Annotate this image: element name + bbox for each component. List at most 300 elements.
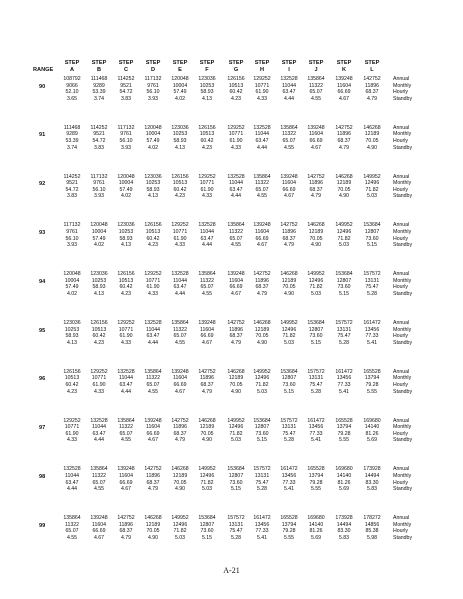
table-cell: 12807 xyxy=(364,229,380,235)
table-cell: 108792 xyxy=(63,76,81,82)
table-cell: 126156 xyxy=(198,124,216,131)
table-cell: 12189 xyxy=(254,326,270,333)
table-cell: 4.90 xyxy=(230,388,242,395)
table-cell: 4.67 xyxy=(310,144,322,151)
table-cell: 61.90 xyxy=(92,382,106,388)
table-cell: 65.07 xyxy=(173,333,187,340)
range-number: 95 xyxy=(39,327,46,334)
table-cell: 10771 xyxy=(254,82,270,89)
table-cell: 5.15 xyxy=(256,437,268,444)
table-cell: 10771 xyxy=(172,229,188,235)
table-cell: 129252 xyxy=(90,368,108,375)
table-cell: 65.07 xyxy=(146,382,160,388)
step-header: STEP xyxy=(254,60,270,66)
table-cell: 132528 xyxy=(227,173,245,180)
table-cell: 63.47 xyxy=(229,186,243,193)
table-cell: 135864 xyxy=(227,222,245,229)
table-cell: 4.79 xyxy=(201,388,213,395)
column-letter: E xyxy=(178,67,182,73)
row-label: Monthly xyxy=(393,277,412,284)
row-label: Hourly xyxy=(393,479,408,486)
row-label: Monthly xyxy=(393,521,412,528)
table-cell: 146268 xyxy=(335,173,353,180)
table-cell: 4.23 xyxy=(66,388,78,395)
table-cell: 58.93 xyxy=(119,235,133,242)
table-cell: 10253 xyxy=(172,131,188,138)
row-label: Annual xyxy=(393,76,410,82)
table-cell: 63.47 xyxy=(92,430,106,437)
table-cell: 13794 xyxy=(364,375,380,382)
table-cell: 146268 xyxy=(307,222,325,229)
table-cell: 149952 xyxy=(280,320,298,326)
table-cell: 165528 xyxy=(280,515,298,522)
table-cell: 10771 xyxy=(91,375,107,382)
table-cell: 56.10 xyxy=(65,235,79,242)
table-cell: 139248 xyxy=(171,368,189,375)
row-label: Annual xyxy=(393,222,410,229)
table-cell: 4.33 xyxy=(147,291,159,297)
table-cell: 13131 xyxy=(364,277,380,284)
table-cell: 79.28 xyxy=(365,382,379,388)
table-cell: 5.15 xyxy=(283,388,295,395)
table-cell: 60.42 xyxy=(229,89,243,96)
table-cell: 4.33 xyxy=(230,144,242,151)
table-cell: 9289 xyxy=(66,131,78,138)
table-cell: 129252 xyxy=(198,173,216,180)
row-label: Standby xyxy=(393,291,413,297)
table-cell: 146268 xyxy=(144,515,162,522)
table-cell: 71.82 xyxy=(309,284,323,291)
row-label: Monthly xyxy=(393,473,412,479)
table-cell: 4.90 xyxy=(310,242,322,249)
table-cell: 157572 xyxy=(227,515,245,522)
table-cell: 70.05 xyxy=(200,430,214,437)
table-cell: 73.60 xyxy=(365,235,379,242)
table-cell: 54.72 xyxy=(119,89,133,96)
table-cell: 139248 xyxy=(307,124,325,131)
table-cell: 123036 xyxy=(171,124,189,131)
table-cell: 146268 xyxy=(227,368,245,375)
table-cell: 173928 xyxy=(335,515,353,522)
row-label: Standby xyxy=(393,144,413,151)
table-cell: 4.23 xyxy=(230,95,242,102)
table-cell: 66.69 xyxy=(337,89,351,96)
table-cell: 3.83 xyxy=(66,193,78,200)
table-cell: 11896 xyxy=(364,82,380,89)
table-cell: 146268 xyxy=(363,124,381,131)
table-cell: 10771 xyxy=(64,424,80,431)
step-header: STEP xyxy=(91,60,107,66)
table-cell: 5.03 xyxy=(338,242,350,249)
table-cell: 4.67 xyxy=(230,291,242,297)
table-cell: 11322 xyxy=(118,424,134,431)
table-cell: 4.55 xyxy=(93,486,105,493)
table-cell: 142752 xyxy=(363,76,381,82)
table-cell: 10004 xyxy=(145,131,161,138)
table-cell: 120048 xyxy=(171,76,189,82)
table-cell: 132528 xyxy=(144,320,162,326)
table-cell: 66.69 xyxy=(119,479,133,486)
table-cell: 75.47 xyxy=(282,430,296,437)
table-cell: 3.83 xyxy=(93,144,105,151)
table-cell: 4.79 xyxy=(256,291,268,297)
table-cell: 68.37 xyxy=(365,89,379,96)
table-cell: 142752 xyxy=(307,173,325,180)
row-label: Monthly xyxy=(393,229,412,235)
table-cell: 13131 xyxy=(308,375,324,382)
table-cell: 65.07 xyxy=(229,235,243,242)
table-cell: 149952 xyxy=(227,417,245,424)
table-cell: 3.65 xyxy=(66,95,78,102)
table-cell: 11604 xyxy=(336,82,352,89)
table-cell: 9761 xyxy=(120,131,132,138)
table-cell: 120048 xyxy=(144,124,162,131)
column-letter: A xyxy=(69,67,75,73)
table-cell: 70.05 xyxy=(337,186,351,193)
table-cell: 14494 xyxy=(336,521,352,528)
table-cell: 5.55 xyxy=(366,388,378,395)
table-cell: 13131 xyxy=(281,424,297,431)
table-cell: 4.90 xyxy=(201,437,213,444)
table-cell: 73.60 xyxy=(282,382,296,388)
table-cell: 5.28 xyxy=(338,339,350,346)
table-cell: 10513 xyxy=(118,277,134,284)
table-cell: 71.82 xyxy=(365,186,379,193)
table-cell: 13456 xyxy=(336,375,352,382)
table-cell: 57.49 xyxy=(119,186,133,193)
table-cell: 4.13 xyxy=(66,339,78,346)
table-cell: 63.47 xyxy=(173,284,187,291)
table-cell: 5.83 xyxy=(366,486,378,493)
table-cell: 139248 xyxy=(198,320,216,326)
table-cell: 10004 xyxy=(91,229,107,235)
table-cell: 81.26 xyxy=(365,430,379,437)
table-cell: 58.93 xyxy=(146,186,160,193)
table-cell: 13131 xyxy=(228,521,244,528)
table-cell: 5.28 xyxy=(283,437,295,444)
table-cell: 9521 xyxy=(93,131,105,138)
table-cell: 153684 xyxy=(227,466,245,473)
table-cell: 66.69 xyxy=(146,430,160,437)
table-cell: 71.82 xyxy=(200,479,214,486)
table-cell: 61.90 xyxy=(173,235,187,242)
table-cell: 5.03 xyxy=(230,437,242,444)
table-cell: 123036 xyxy=(90,271,108,278)
table-cell: 5.03 xyxy=(174,535,186,541)
table-cell: 71.82 xyxy=(173,528,187,535)
table-cell: 12496 xyxy=(281,326,297,333)
table-cell: 75.47 xyxy=(309,382,323,388)
table-cell: 4.79 xyxy=(338,144,350,151)
table-cell: 68.37 xyxy=(229,333,243,340)
row-label: Hourly xyxy=(393,186,408,193)
table-cell: 5.55 xyxy=(338,437,350,444)
table-cell: 4.13 xyxy=(120,242,132,249)
table-cell: 66.69 xyxy=(173,382,187,388)
table-cell: 53.39 xyxy=(92,89,106,96)
table-cell: 70.05 xyxy=(229,382,243,388)
table-cell: 9761 xyxy=(147,82,159,89)
table-cell: 70.05 xyxy=(255,333,269,340)
table-cell: 79.28 xyxy=(282,528,296,535)
table-cell: 70.05 xyxy=(309,235,323,242)
table-cell: 65.07 xyxy=(65,528,79,535)
table-cell: 63.47 xyxy=(119,382,133,388)
table-cell: 11896 xyxy=(228,326,244,333)
table-cell: 9289 xyxy=(93,82,105,89)
table-cell: 4.33 xyxy=(201,193,213,200)
table-cell: 11322 xyxy=(172,326,188,333)
table-cell: 68.37 xyxy=(282,235,296,242)
table-cell: 129252 xyxy=(144,271,162,278)
table-cell: 65.07 xyxy=(119,430,133,437)
row-label: Standby xyxy=(393,388,413,395)
table-cell: 126156 xyxy=(117,271,135,278)
table-cell: 129252 xyxy=(63,417,81,424)
table-cell: 139248 xyxy=(335,76,353,82)
table-cell: 9521 xyxy=(120,82,132,89)
table-cell: 73.60 xyxy=(337,284,351,291)
table-cell: 85.38 xyxy=(365,528,379,535)
table-cell: 149952 xyxy=(171,515,189,522)
table-cell: 71.82 xyxy=(282,333,296,340)
table-cell: 4.02 xyxy=(120,193,132,200)
table-cell: 4.02 xyxy=(147,144,159,151)
row-label: Standby xyxy=(393,535,413,541)
table-cell: 10513 xyxy=(145,229,161,235)
table-cell: 10771 xyxy=(118,326,134,333)
table-cell: 61.90 xyxy=(119,333,133,340)
table-cell: 11044 xyxy=(254,131,270,138)
table-cell: 57.49 xyxy=(65,284,79,291)
column-letter: L xyxy=(370,67,374,73)
row-label: Monthly xyxy=(393,131,412,138)
table-cell: 146268 xyxy=(253,320,271,326)
table-cell: 66.69 xyxy=(282,186,296,193)
table-cell: 4.79 xyxy=(366,95,378,102)
table-cell: 9761 xyxy=(66,229,78,235)
table-cell: 4.55 xyxy=(310,95,322,102)
table-cell: 73.60 xyxy=(255,430,269,437)
table-cell: 5.15 xyxy=(201,535,213,541)
range-number: 91 xyxy=(39,132,46,139)
table-cell: 3.93 xyxy=(120,144,132,151)
table-cell: 11044 xyxy=(199,229,215,235)
row-label: Annual xyxy=(393,124,410,131)
table-cell: 10004 xyxy=(118,180,134,187)
table-cell: 10513 xyxy=(199,131,215,138)
table-cell: 5.41 xyxy=(310,437,322,444)
table-cell: 161472 xyxy=(280,466,298,473)
table-cell: 5.41 xyxy=(256,535,268,541)
table-cell: 10513 xyxy=(64,375,80,382)
table-cell: 139248 xyxy=(117,466,135,473)
table-cell: 5.28 xyxy=(366,291,378,297)
row-label: Monthly xyxy=(393,326,412,333)
table-cell: 11604 xyxy=(172,375,188,382)
table-cell: 12807 xyxy=(228,473,244,479)
row-label: Annual xyxy=(393,320,410,326)
table-cell: 111468 xyxy=(90,76,108,82)
table-cell: 135864 xyxy=(90,466,108,473)
table-cell: 4.79 xyxy=(147,486,159,493)
table-cell: 4.67 xyxy=(256,242,268,249)
table-cell: 4.23 xyxy=(201,144,213,151)
range-number: 92 xyxy=(39,181,46,188)
table-cell: 123036 xyxy=(198,76,216,82)
table-cell: 178272 xyxy=(363,515,381,522)
table-cell: 10004 xyxy=(64,277,80,284)
table-cell: 73.60 xyxy=(309,333,323,340)
table-cell: 139248 xyxy=(253,222,271,229)
table-cell: 12807 xyxy=(308,326,324,333)
column-letter: H xyxy=(259,67,265,73)
table-cell: 173928 xyxy=(363,466,381,473)
table-cell: 132528 xyxy=(253,124,271,131)
table-cell: 68.37 xyxy=(146,479,160,486)
table-cell: 5.03 xyxy=(310,291,322,297)
table-cell: 117132 xyxy=(90,173,108,180)
table-cell: 77.33 xyxy=(309,430,323,437)
table-cell: 60.42 xyxy=(173,186,187,193)
table-cell: 142752 xyxy=(171,417,189,424)
table-cell: 149952 xyxy=(363,173,381,180)
table-cell: 146268 xyxy=(198,417,216,424)
table-cell: 10513 xyxy=(91,326,107,333)
row-label: Annual xyxy=(393,466,410,473)
table-cell: 11044 xyxy=(172,277,188,284)
table-cell: 12807 xyxy=(336,277,352,284)
table-cell: 10513 xyxy=(172,180,188,187)
table-cell: 4.55 xyxy=(201,291,213,297)
table-cell: 4.44 xyxy=(147,339,159,346)
table-cell: 79.28 xyxy=(309,479,323,486)
table-cell: 12189 xyxy=(281,277,297,284)
row-label: Hourly xyxy=(393,138,408,144)
table-cell: 139248 xyxy=(280,173,298,180)
table-cell: 12189 xyxy=(364,131,380,138)
table-cell: 161472 xyxy=(307,417,325,424)
table-cell: 5.41 xyxy=(366,339,378,346)
row-label: Standby xyxy=(393,339,413,346)
table-cell: 53.39 xyxy=(65,138,79,144)
table-cell: 153684 xyxy=(307,320,325,326)
column-letter: F xyxy=(205,67,209,73)
table-cell: 61.90 xyxy=(146,284,160,291)
page-number: A-21 xyxy=(223,566,240,575)
table-cell: 4.44 xyxy=(201,242,213,249)
table-cell: 135864 xyxy=(63,515,81,522)
table-cell: 71.82 xyxy=(337,235,351,242)
table-cell: 111468 xyxy=(63,124,81,131)
table-cell: 60.42 xyxy=(146,235,160,242)
table-cell: 11896 xyxy=(118,521,134,528)
row-label: Hourly xyxy=(393,382,408,388)
table-cell: 142752 xyxy=(253,271,271,278)
table-cell: 66.69 xyxy=(309,138,323,144)
table-cell: 10253 xyxy=(199,82,215,89)
table-cell: 56.10 xyxy=(92,186,106,193)
table-cell: 4.02 xyxy=(66,291,78,297)
table-cell: 142752 xyxy=(144,466,162,473)
table-cell: 135864 xyxy=(117,417,135,424)
row-label: Standby xyxy=(393,193,413,200)
range-header: RANGE xyxy=(33,67,54,73)
column-letter: C xyxy=(123,67,129,73)
table-cell: 5.03 xyxy=(201,486,213,493)
table-cell: 3.93 xyxy=(66,242,78,249)
table-cell: 4.44 xyxy=(256,144,268,151)
table-cell: 61.90 xyxy=(255,89,269,96)
range-number: 97 xyxy=(39,425,46,432)
table-cell: 117132 xyxy=(117,124,135,131)
table-cell: 4.02 xyxy=(174,95,186,102)
table-cell: 11604 xyxy=(228,277,244,284)
table-cell: 11896 xyxy=(336,131,352,138)
row-label: Standby xyxy=(393,95,413,102)
table-cell: 4.44 xyxy=(120,388,132,395)
table-cell: 12189 xyxy=(199,424,215,431)
table-cell: 4.79 xyxy=(174,437,186,444)
table-cell: 11604 xyxy=(254,229,270,235)
table-cell: 153684 xyxy=(280,368,298,375)
table-cell: 11322 xyxy=(254,180,270,187)
table-cell: 4.67 xyxy=(201,339,213,346)
table-cell: 12189 xyxy=(145,521,161,528)
table-cell: 13456 xyxy=(254,521,270,528)
table-cell: 54.72 xyxy=(92,138,106,144)
table-cell: 12189 xyxy=(172,473,188,479)
table-cell: 139248 xyxy=(144,417,162,424)
table-cell: 63.47 xyxy=(146,333,160,340)
table-cell: 161472 xyxy=(363,320,381,326)
table-cell: 10253 xyxy=(64,326,80,333)
row-label: Standby xyxy=(393,486,413,493)
row-label: Annual xyxy=(393,417,410,424)
table-cell: 153684 xyxy=(253,417,271,424)
table-cell: 4.67 xyxy=(283,193,295,200)
table-cell: 77.33 xyxy=(365,333,379,340)
table-cell: 4.79 xyxy=(310,193,322,200)
range-number: 94 xyxy=(39,278,46,285)
table-cell: 4.90 xyxy=(147,535,159,541)
table-cell: 3.93 xyxy=(147,95,159,102)
table-cell: 149952 xyxy=(335,222,353,229)
table-cell: 4.67 xyxy=(120,486,132,493)
table-cell: 65.07 xyxy=(255,186,269,193)
table-cell: 3.93 xyxy=(93,193,105,200)
table-cell: 135864 xyxy=(307,76,325,82)
table-cell: 4.79 xyxy=(283,242,295,249)
table-cell: 117132 xyxy=(144,76,162,82)
table-cell: 4.55 xyxy=(283,144,295,151)
table-cell: 157572 xyxy=(363,271,381,278)
table-cell: 58.93 xyxy=(65,333,79,340)
range-number: 99 xyxy=(39,522,46,529)
row-label: Standby xyxy=(393,242,413,249)
table-cell: 123036 xyxy=(144,173,162,180)
table-cell: 132528 xyxy=(280,76,298,82)
table-cell: 12189 xyxy=(228,375,244,382)
table-cell: 4.44 xyxy=(230,193,242,200)
row-label: Hourly xyxy=(393,235,408,242)
table-cell: 12496 xyxy=(254,375,270,382)
table-cell: 4.67 xyxy=(338,95,350,102)
row-label: Annual xyxy=(393,271,410,278)
table-cell: 11044 xyxy=(228,180,244,187)
table-cell: 5.41 xyxy=(283,486,295,493)
table-cell: 9066 xyxy=(66,82,78,89)
